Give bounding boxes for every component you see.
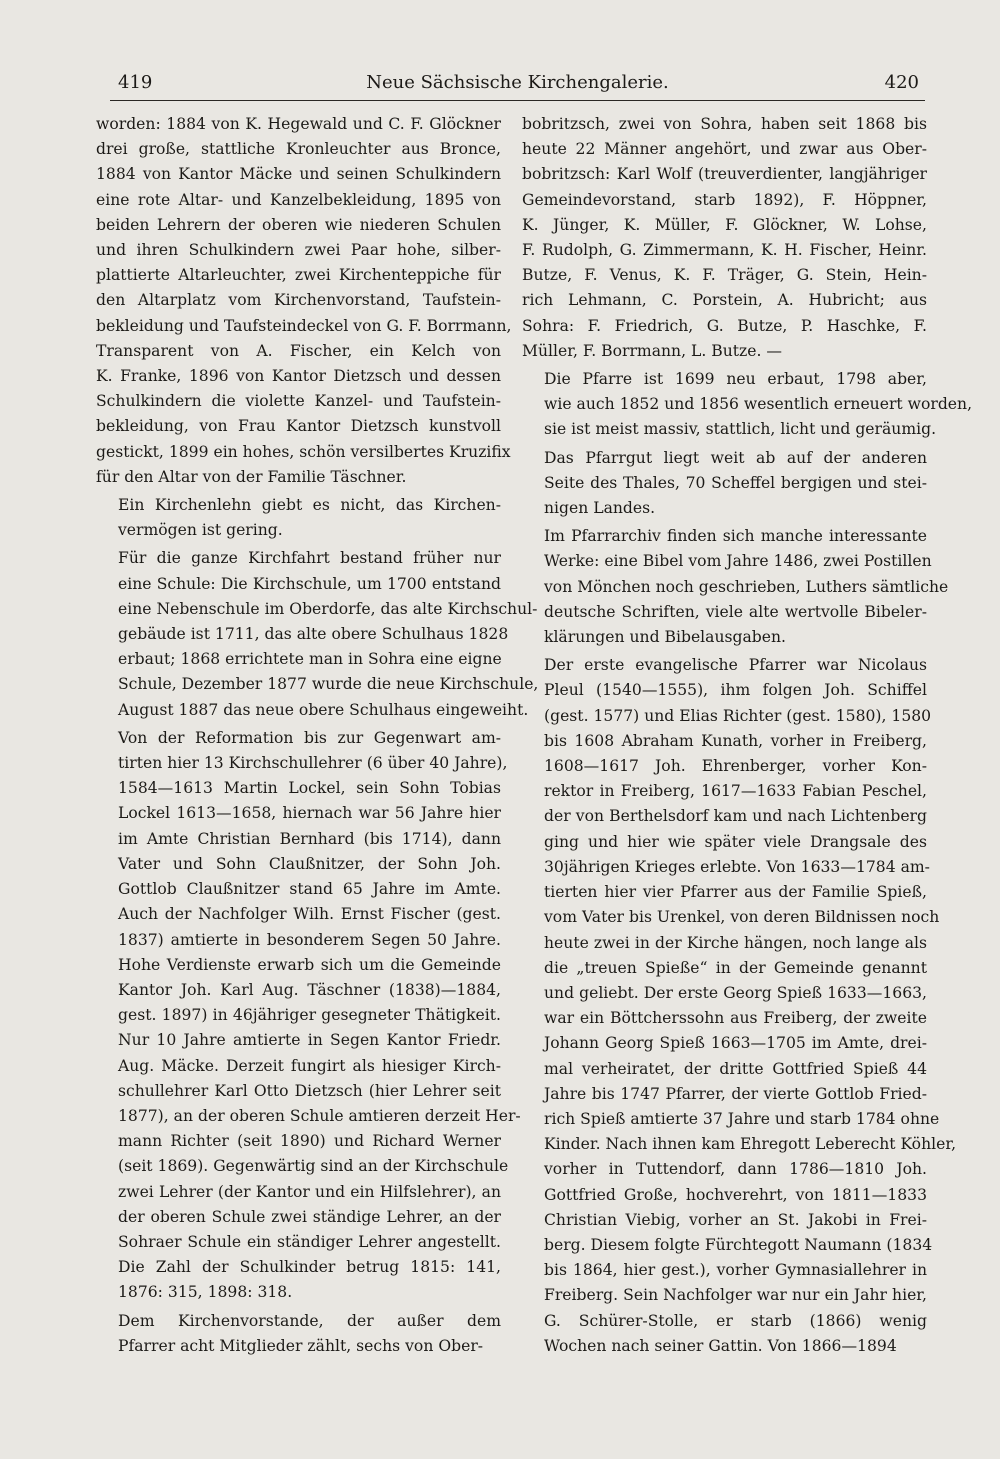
text-line: Gemeindevorstand, starb 1892), F. Höppner, [522, 190, 927, 209]
text-line: 1876: 315, 1898: 318. [118, 1283, 293, 1302]
text-line: 1584—1613 Martin Lockel, sein Sohn Tobias [118, 779, 501, 798]
text-line: gebäude ist 1711, das alte obere Schulhaus 1828 [118, 625, 509, 644]
text-line: Lockel 1613—1658, hiernach war 56 Jahre hier [118, 804, 501, 823]
text-line: gestickt, 1899 ein hohes, schön versilbertes Kruzifix [96, 442, 511, 461]
text-line: zwei Lehrer (der Kantor und ein Hilfslehrer), an [118, 1182, 501, 1201]
text-line: Butze, F. Venus, K. F. Träger, G. Stein, Hein- [522, 266, 927, 285]
text-line: gest. 1897) in 46jähriger gesegneter Thätigkeit. [118, 1006, 501, 1025]
text-line: der von Berthelsdorf kam und nach Lichtenberg [544, 807, 927, 826]
text-line: Seite des Thales, 70 Scheffel bergigen und stei- [544, 473, 927, 492]
text-line: drei große, stattliche Kronleuchter aus Bronce, [96, 140, 501, 159]
text-line: berg. Diesem folgte Fürchtegott Naumann (1834 [544, 1235, 933, 1254]
text-line: mann Richter (seit 1890) und Richard Werner [118, 1132, 501, 1151]
text-line: eine Schule: Die Kirchschule, um 1700 entstand [118, 574, 501, 593]
text-line: bobritzsch, zwei von Sohra, haben seit 1868 bis [522, 115, 927, 133]
text-line: Johann Georg Spieß 1663—1705 im Amte, drei- [544, 1034, 927, 1053]
page-header [110, 70, 925, 101]
text-line: rich Lehmann, C. Porstein, A. Hubricht; aus [522, 291, 927, 310]
text-line: Kinder. Nach ihnen kam Ehregott Leberecht Köhler, [544, 1135, 957, 1154]
text-line: Hohe Verdienste erwarb sich um die Gemeinde [118, 955, 501, 974]
text-line: K. Jünger, K. Müller, F. Glöckner, W. Lohse, [522, 215, 927, 234]
text-line: vom Vater bis Urenkel, von deren Bildnissen noch [544, 908, 940, 927]
text-line: Gottlob Claußnitzer stand 65 Jahre im Amte. [118, 880, 501, 899]
text-line: Jahre bis 1747 Pfarrer, der vierte Gottlob Fried- [544, 1084, 927, 1103]
text-line: Freiberg. Sein Nachfolger war nur ein Jahr hier, [544, 1286, 927, 1305]
text-line: Von der Reformation bis zur Gegenwart am- [118, 728, 501, 747]
text-line: (gest. 1577) und Elias Richter (gest. 1580), 1580 [544, 706, 932, 725]
text-line: Aug. Mäcke. Derzeit fungirt als hiesiger Kirch- [118, 1056, 501, 1075]
text-line: deutsche Schriften, viele alte wertvolle Bibeler- [544, 602, 927, 621]
text-line: und geliebt. Der erste Georg Spieß 1633—1663, [544, 983, 927, 1002]
text-line: Werke: eine Bibel vom Jahre 1486, zwei Postillen [544, 552, 932, 571]
text-line: Wochen nach seiner Gattin. Von 1866—1894 [544, 1336, 897, 1355]
text-line: plattierte Altarleuchter, zwei Kirchenteppiche für [96, 266, 501, 285]
text-line: erbaut; 1868 errichtete man in Sohra eine eigne [118, 650, 502, 669]
text-line: heute zwei in der Kirche hängen, noch lange als [544, 933, 927, 952]
text-line: bis 1608 Abraham Kunath, vorher in Freiberg, [544, 731, 927, 750]
text-line: vorher in Tuttendorf, dann 1786—1810 Joh. [544, 1160, 927, 1179]
right-column-paragraph [522, 446, 927, 522]
text-line: bekleidung, von Frau Kantor Dietzsch kunstvoll [96, 417, 501, 436]
text-line: sie ist meist massiv, stattlich, licht und geräumig. [544, 420, 937, 439]
text-line: Pfarrer acht Mitglieder zählt, sechs von Ober- [118, 1336, 484, 1355]
text-line: bobritzsch: Karl Wolf (treuverdienter, langjähriger [522, 165, 927, 184]
text-line: Ein Kirchenlehn giebt es nicht, das Kirchen- [118, 496, 501, 515]
text-line: eine rote Altar- und Kanzelbekleidung, 1895 von [96, 190, 501, 209]
text-line: F. Rudolph, G. Zimmermann, K. H. Fischer, Heinr. [522, 241, 927, 260]
running-title: Neue Sächsische Kirchengalerie. [366, 72, 669, 93]
text-line: klärungen und Bibelausgaben. [544, 628, 786, 647]
text-line: den Altarplatz vom Kirchenvorstand, Taufstein- [96, 291, 501, 310]
text-line: Auch der Nachfolger Wilh. Ernst Fischer (gest. [118, 905, 501, 924]
text-line: Dem Kirchenvorstande, der außer dem [118, 1311, 501, 1330]
text-line: tierten hier vier Pfarrer aus der Familie Spieß, [544, 883, 927, 902]
text-line: 30jährigen Krieges erlebte. Von 1633—1784 am- [544, 857, 930, 876]
left-column [96, 112, 539, 1359]
left-column-paragraph [96, 546, 539, 722]
text-line: Pleul (1540—1555), ihm folgen Joh. Schiffel [544, 681, 927, 700]
text-line: ging und hier wie später viele Drangsale des [544, 832, 927, 851]
text-line: beiden Lehrern der oberen wie niederen Schulen [96, 215, 501, 234]
right-column [522, 112, 973, 1359]
text-line: rektor in Freiberg, 1617—1633 Fabian Peschel, [544, 782, 927, 801]
text-line: schullehrer Karl Otto Dietzsch (hier Lehrer seit [118, 1081, 501, 1100]
text-line: der oberen Schule zwei ständige Lehrer, an der [118, 1207, 501, 1226]
text-line: Schule, Dezember 1877 wurde die neue Kirchschule, [118, 675, 539, 694]
right-column-paragraph [522, 367, 973, 443]
text-line: Transparent von A. Fischer, ein Kelch von [96, 341, 501, 360]
right-column-paragraph [522, 112, 927, 364]
text-line: Sohra: F. Friedrich, G. Butze, P. Haschke, F. [522, 316, 927, 335]
right-column-paragraph [522, 524, 949, 650]
text-line: 1877), an der oberen Schule amtieren derzeit Her- [118, 1106, 521, 1125]
text-line: Sohraer Schule ein ständiger Lehrer angestellt. [118, 1232, 501, 1251]
left-column-paragraph [96, 726, 521, 1306]
text-line: Schulkindern die violette Kanzel- und Taufstein- [96, 392, 501, 411]
left-column-paragraph [96, 1309, 501, 1359]
text-line: nigen Landes. [544, 499, 656, 518]
text-line: Für die ganze Kirchfahrt bestand früher nur [118, 549, 501, 568]
text-line: die „treuen Spieße“ in der Gemeinde genannt [544, 958, 927, 977]
page-number-right: 420 [884, 72, 919, 93]
text-line: Gottfried Große, hochverehrt, von 1811—1833 [544, 1185, 927, 1204]
text-line: 1608—1617 Joh. Ehrenberger, vorher Kon- [544, 757, 927, 776]
text-line: Kantor Joh. Karl Aug. Täschner (1838)—1884, [118, 980, 501, 999]
text-line: 1884 von Kantor Mäcke und seinen Schulkindern [96, 165, 501, 184]
text-line: im Amte Christian Bernhard (bis 1714), dann [118, 829, 501, 848]
text-line: G. Schürer-Stolle, er starb (1866) wenig [544, 1311, 927, 1330]
text-line: von Mönchen noch geschrieben, Luthers sämtliche [544, 577, 949, 596]
text-line: eine Nebenschule im Oberdorfe, das alte Kirchschul- [118, 599, 538, 618]
right-column-paragraph [522, 653, 957, 1359]
text-line: Nur 10 Jahre amtierte in Segen Kantor Friedr. [118, 1031, 501, 1050]
text-line: vermögen ist gering. [118, 521, 283, 540]
text-line: August 1887 das neue obere Schulhaus eingeweiht. [118, 700, 529, 719]
text-line: bekleidung und Taufsteindeckel von G. F. Borrmann, [96, 316, 512, 335]
text-line: Die Zahl der Schulkinder betrug 1815: 141, [118, 1258, 501, 1277]
text-line: worden: 1884 von K. Hegewald und C. F. Glöckner [96, 115, 501, 133]
text-line: 1837) amtierte in besonderem Segen 50 Jahre. [118, 930, 501, 949]
text-line: Vater und Sohn Claußnitzer, der Sohn Joh. [118, 854, 501, 873]
text-line: wie auch 1852 und 1856 wesentlich erneuert worden, [544, 395, 973, 414]
text-line: mal verheiratet, der dritte Gottfried Spieß 44 [544, 1059, 927, 1078]
left-column-paragraph [96, 112, 512, 490]
page-number-left: 419 [118, 72, 153, 93]
text-line: Der erste evangelische Pfarrer war Nicolaus [544, 656, 927, 675]
text-line: heute 22 Männer angehört, und zwar aus Ober- [522, 140, 927, 159]
text-line: K. Franke, 1896 von Kantor Dietzsch und dessen [96, 367, 501, 386]
text-line: rich Spieß amtierte 37 Jahre und starb 1784 ohne [544, 1109, 940, 1128]
text-line: Die Pfarre ist 1699 neu erbaut, 1798 aber, [544, 370, 927, 389]
text-line: Im Pfarrarchiv finden sich manche interessante [544, 527, 927, 546]
text-line: und ihren Schulkindern zwei Paar hohe, silber- [96, 241, 501, 260]
text-line: bis 1864, hier gest.), vorher Gymnasiallehrer in [544, 1261, 927, 1280]
text-line: Christian Viebig, vorher an St. Jakobi in Frei- [544, 1210, 927, 1229]
text-line: war ein Böttcherssohn aus Freiberg, der zweite [544, 1009, 927, 1028]
text-line: (seit 1869). Gegenwärtig sind an der Kirchschule [118, 1157, 509, 1176]
text-line: Das Pfarrgut liegt weit ab auf der anderen [544, 448, 927, 467]
text-line: tirten hier 13 Kirchschullehrer (6 über 40 Jahre), [118, 754, 508, 773]
text-line: Müller, F. Borrmann, L. Butze. — [522, 341, 782, 360]
text-line: für den Altar von der Familie Täschner. [96, 467, 407, 486]
left-column-paragraph [96, 493, 501, 543]
